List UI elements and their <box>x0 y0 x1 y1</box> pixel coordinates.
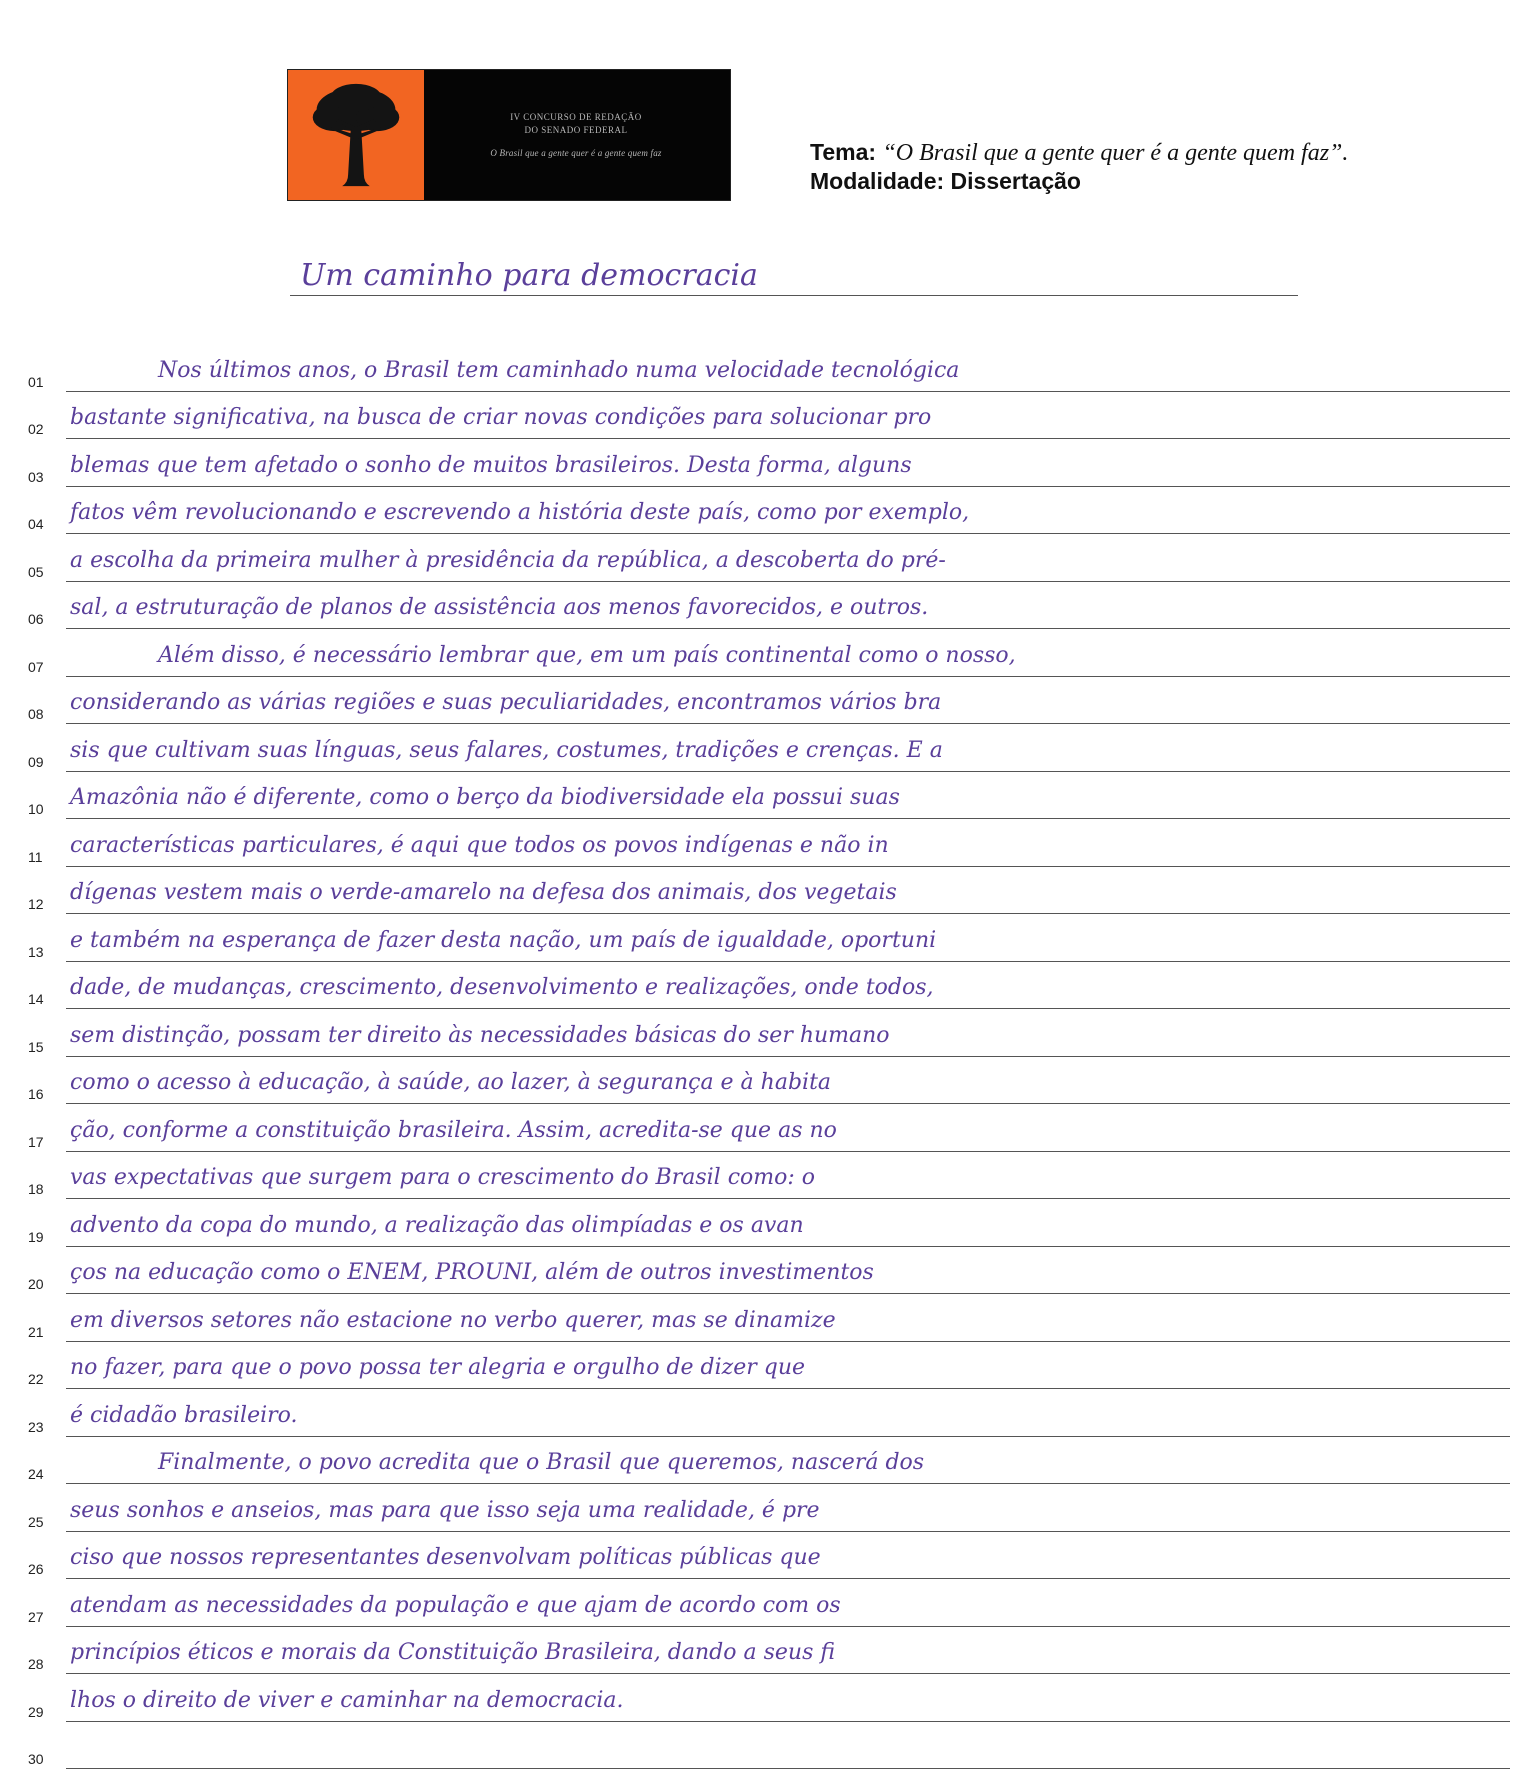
essay-line <box>0 439 1534 487</box>
line-number: 29 <box>28 1704 52 1720</box>
line-number: 22 <box>28 1371 52 1387</box>
line-text: e também na esperança de fazer desta nação, um país de igualdade, oportuni <box>66 922 1510 962</box>
essay-line <box>0 1009 1534 1057</box>
essay-line <box>0 1057 1534 1105</box>
essay-line <box>0 1674 1534 1722</box>
banner-caption <box>424 70 730 200</box>
line-number: 04 <box>28 516 52 532</box>
essay-line <box>0 629 1534 677</box>
essay-line <box>0 1104 1534 1152</box>
line-number: 24 <box>28 1466 52 1482</box>
line-number: 20 <box>28 1276 52 1292</box>
line-number: 06 <box>28 611 52 627</box>
line-number: 21 <box>28 1324 52 1340</box>
essay-line <box>0 772 1534 820</box>
essay-line <box>0 534 1534 582</box>
line-text: advento da copa do mundo, a realização das olimpíadas e os avan <box>66 1207 1510 1247</box>
line-number: 30 <box>28 1751 52 1767</box>
banner-line-1: IV CONCURSO DE REDAÇÃO <box>434 111 718 124</box>
line-text: sis que cultivam suas línguas, seus falares, costumes, tradições e crenças. E a <box>66 732 1510 772</box>
line-text: Nos últimos anos, o Brasil tem caminhado numa velocidade tecnológica <box>66 352 1510 392</box>
line-number: 17 <box>28 1134 52 1150</box>
tema-label: Tema: <box>810 139 876 165</box>
line-text <box>66 1729 1510 1769</box>
line-number: 16 <box>28 1086 52 1102</box>
essay-line <box>0 914 1534 962</box>
line-text: sem distinção, possam ter direito às necessidades básicas do ser humano <box>66 1017 1510 1057</box>
line-text: Além disso, é necessário lembrar que, em um país continental como o nosso, <box>66 637 1510 677</box>
line-text: bastante significativa, na busca de criar novas condições para solucionar pro <box>66 399 1510 439</box>
essay-line <box>0 1389 1534 1437</box>
line-text: a escolha da primeira mulher à presidência da república, a descoberta do pré- <box>66 542 1510 582</box>
essay-line <box>0 867 1534 915</box>
line-text: características particulares, é aqui que todos os povos indígenas e não in <box>66 827 1510 867</box>
essay-line <box>0 1579 1534 1627</box>
line-number: 03 <box>28 469 52 485</box>
essay-line <box>0 344 1534 392</box>
essay-line <box>0 1152 1534 1200</box>
line-text: no fazer, para que o povo possa ter alegria e orgulho de dizer que <box>66 1349 1510 1389</box>
line-number: 15 <box>28 1039 52 1055</box>
line-text: atendam as necessidades da população e que ajam de acordo com os <box>66 1587 1510 1627</box>
line-number: 05 <box>28 564 52 580</box>
essay-line <box>0 582 1534 630</box>
line-number: 02 <box>28 421 52 437</box>
line-text: como o acesso à educação, à saúde, ao lazer, à segurança e à habita <box>66 1064 1510 1104</box>
line-text: Finalmente, o povo acredita que o Brasil que queremos, nascerá dos <box>66 1444 1510 1484</box>
banner-line-3: O Brasil que a gente quer é a gente quem faz <box>434 147 718 160</box>
essay-line <box>0 819 1534 867</box>
line-number: 23 <box>28 1419 52 1435</box>
line-number: 11 <box>28 849 52 865</box>
line-text: ção, conforme a constituição brasileira. Assim, acredita-se que as no <box>66 1112 1510 1152</box>
line-text: Amazônia não é diferente, como o berço da biodiversidade ela possui suas <box>66 779 1510 819</box>
line-number: 10 <box>28 801 52 817</box>
tree-logo <box>288 70 424 200</box>
line-number: 26 <box>28 1561 52 1577</box>
essay-title: Um caminho para democracia <box>290 258 1298 296</box>
line-text: fatos vêm revolucionando e escrevendo a história deste país, como por exemplo, <box>66 494 1510 534</box>
line-text: ciso que nossos representantes desenvolvam políticas públicas que <box>66 1539 1510 1579</box>
essay-line <box>0 962 1534 1010</box>
essay-line <box>0 392 1534 440</box>
line-text: considerando as várias regiões e suas peculiaridades, encontramos vários bra <box>66 684 1510 724</box>
line-number: 07 <box>28 659 52 675</box>
essay-line <box>0 487 1534 535</box>
line-text: princípios éticos e morais da Constituição Brasileira, dando a seus fi <box>66 1634 1510 1674</box>
essay-line <box>0 1532 1534 1580</box>
line-text: em diversos setores não estacione no verbo querer, mas se dinamize <box>66 1302 1510 1342</box>
line-text: vas expectativas que surgem para o crescimento do Brasil como: o <box>66 1159 1510 1199</box>
essay-line <box>0 1484 1534 1532</box>
line-number: 28 <box>28 1656 52 1672</box>
line-text: blemas que tem afetado o sonho de muitos brasileiros. Desta forma, alguns <box>66 447 1510 487</box>
line-text: é cidadão brasileiro. <box>66 1397 1510 1437</box>
contest-banner <box>288 70 730 200</box>
line-text: dade, de mudanças, crescimento, desenvolvimento e realizações, onde todos, <box>66 969 1510 1009</box>
essay-line <box>0 677 1534 725</box>
essay-header-info <box>810 138 1348 195</box>
line-text: lhos o direito de viver e caminhar na democracia. <box>66 1682 1510 1722</box>
line-number: 14 <box>28 991 52 1007</box>
line-text: seus sonhos e anseios, mas para que isso seja uma realidade, é pre <box>66 1492 1510 1532</box>
line-text: ços na educação como o ENEM, PROUNI, além de outros investimentos <box>66 1254 1510 1294</box>
line-number: 01 <box>28 374 52 390</box>
essay-line <box>0 724 1534 772</box>
essay-line <box>0 1247 1534 1295</box>
line-text: sal, a estruturação de planos de assistência aos menos favorecidos, e outros. <box>66 589 1510 629</box>
line-number: 09 <box>28 754 52 770</box>
line-number: 25 <box>28 1514 52 1530</box>
essay-line <box>0 1342 1534 1390</box>
line-number: 27 <box>28 1609 52 1625</box>
line-number: 12 <box>28 896 52 912</box>
modalidade: Modalidade: Dissertação <box>810 167 1348 195</box>
line-number: 08 <box>28 706 52 722</box>
banner-line-2: DO SENADO FEDERAL <box>434 124 718 137</box>
tree-icon <box>297 76 415 194</box>
essay-line <box>0 1199 1534 1247</box>
tema-value: “O Brasil que a gente quer é a gente quem faz”. <box>882 140 1348 166</box>
essay-line <box>0 1627 1534 1675</box>
lined-answer-sheet <box>0 344 1534 1769</box>
line-number: 18 <box>28 1181 52 1197</box>
essay-line <box>0 1722 1534 1769</box>
essay-line <box>0 1294 1534 1342</box>
line-text: dígenas vestem mais o verde-amarelo na defesa dos animais, dos vegetais <box>66 874 1510 914</box>
essay-line <box>0 1437 1534 1485</box>
line-number: 19 <box>28 1229 52 1245</box>
line-number: 13 <box>28 944 52 960</box>
tema-row <box>810 138 1348 167</box>
